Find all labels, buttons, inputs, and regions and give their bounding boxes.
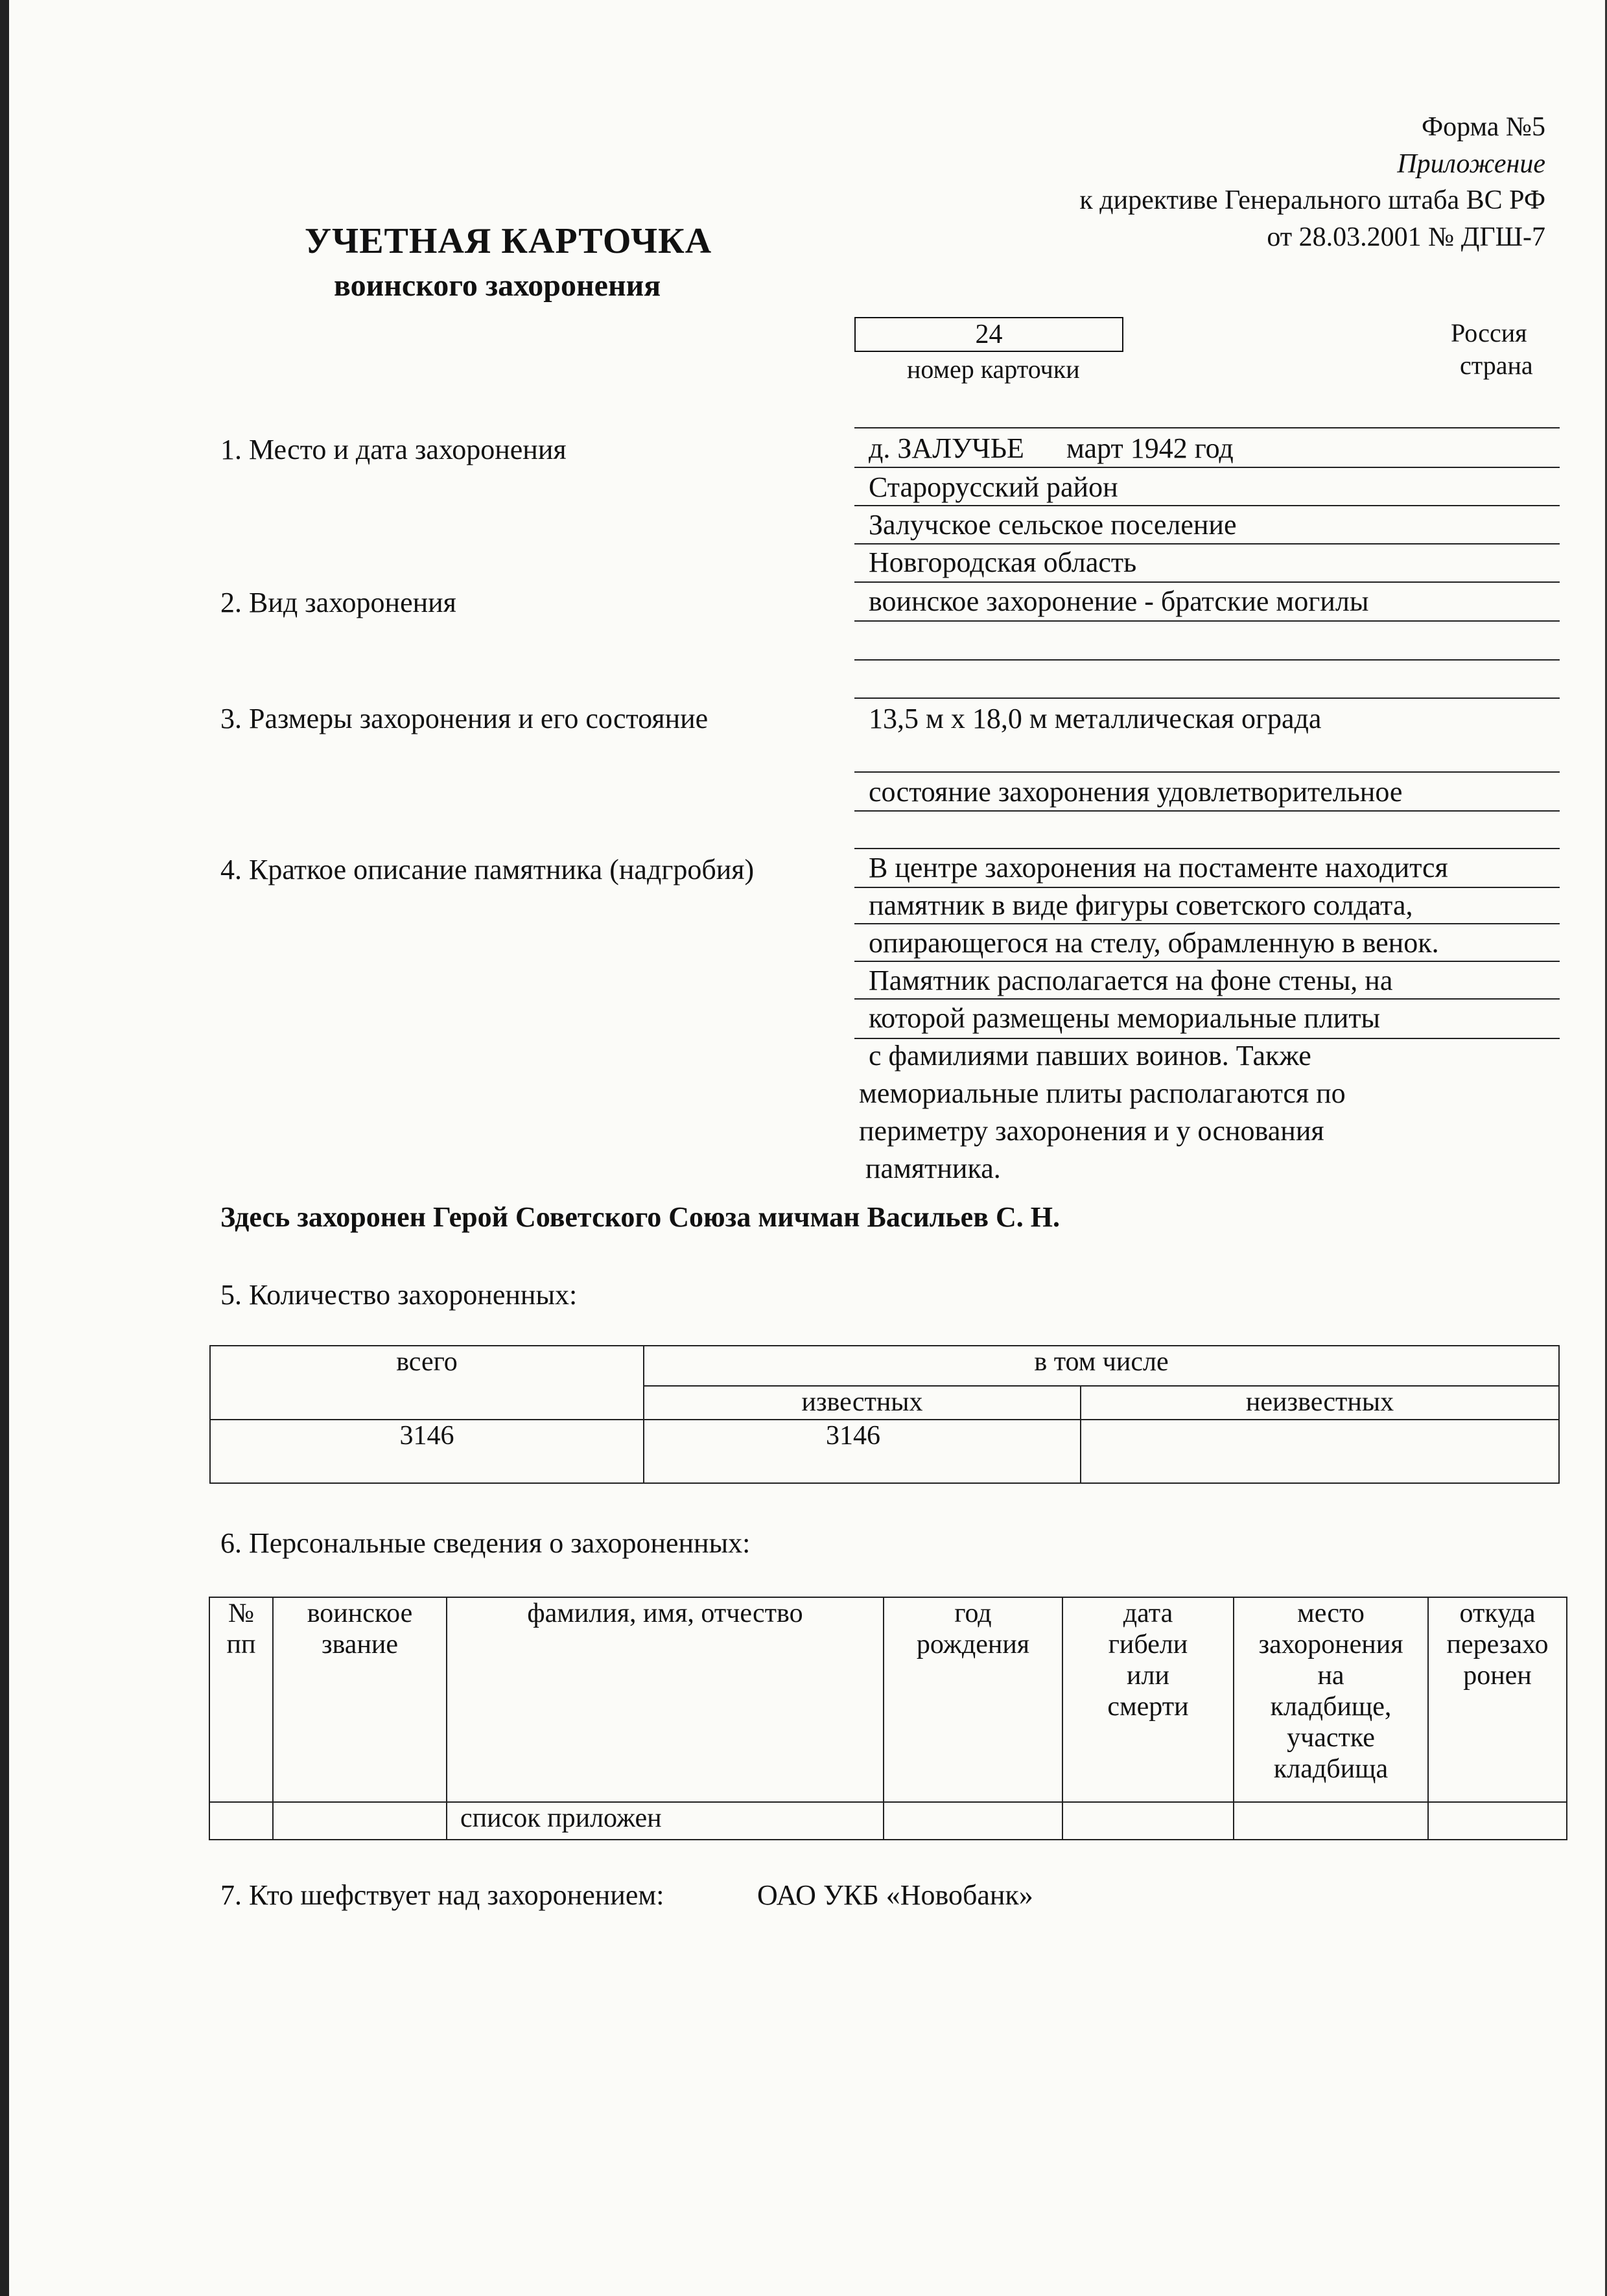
country-label: страна [1460,351,1533,380]
description-line: памятника. [865,1153,1001,1184]
section-2-label: 2. Вид захоронения [220,587,456,618]
directive-date: от 28.03.2001 № ДГШ-7 [1267,222,1545,253]
form-header [1079,109,1545,256]
rule [854,659,1560,661]
total-count: 3146 [210,1420,644,1483]
country-value: Россия [1451,318,1527,347]
section-4-label: 4. Краткое описание памятника (надгробия) [220,854,755,885]
card-number-box: 24 [854,317,1123,352]
card-number-label: номер карточки [907,355,1080,384]
count-table [209,1345,1560,1484]
description-line: с фамилиями павших воинов. Также [869,1040,1311,1072]
description-line: опирающегося на стелу, обрамленную в венок. [869,927,1439,959]
rule [854,998,1560,1000]
table-cell [884,1802,1062,1840]
burial-settlement: Залучское сельское поселение [869,509,1237,541]
col-reburied-from-header: откуда перезахо ронен [1428,1597,1567,1802]
form-number: Форма №5 [1421,112,1545,142]
monument-description [859,849,1559,1188]
col-burial-place-header: место захоронения на кладбище, участке кладбища [1234,1597,1428,1802]
rule [854,923,1560,924]
rule [854,887,1560,888]
rule [854,1038,1560,1039]
burial-date: март 1942 год [1066,432,1234,464]
description-line: памятник в виде фигуры советского солдата, [869,889,1413,921]
burial-type: воинское захоронение - братские могилы [869,585,1369,617]
known-count: 3146 [644,1420,1081,1483]
table-cell [1234,1802,1428,1840]
rule [854,581,1560,583]
table-cell [1428,1802,1567,1840]
section-3-label: 3. Размеры захоронения и его состояние [220,703,709,734]
col-death-date-header: дата гибели или смерти [1062,1597,1234,1802]
rule [854,543,1560,545]
section-6-label: 6. Персональные сведения о захороненных: [220,1527,751,1559]
including-header: в том числе [644,1346,1559,1386]
burial-place: д. ЗАЛУЧЬЕ [869,432,1024,464]
description-line: В центре захоронения на постаменте находится [869,852,1448,884]
page-subtitle: воинского захоронения [334,268,661,303]
burial-state: состояние захоронения удовлетворительное [869,776,1403,808]
col-birth-year-header: год рождения [884,1597,1062,1802]
rule [854,620,1560,622]
section-1-label: 1. Место и дата захоронения [220,434,567,465]
rule [854,810,1560,812]
persons-table [209,1597,1567,1840]
unknown-header: неизвестных [1081,1386,1559,1420]
burial-district: Старорусский район [869,471,1118,503]
table-cell [1062,1802,1234,1840]
scan-edge-left [0,0,9,2296]
col-number-header: № пп [209,1597,273,1802]
col-fullname-header: фамилия, имя, отчество [447,1597,884,1802]
col-rank-header: воинское звание [273,1597,447,1802]
rule [854,961,1560,962]
rule [854,771,1560,773]
directive-label: к директиве Генерального штаба ВС РФ [1079,185,1545,216]
description-line: Памятник располагается на фоне стены, на [869,965,1393,996]
unknown-count [1081,1420,1559,1483]
burial-size: 13,5 м х 18,0 м металлическая ограда [869,703,1322,734]
rule [854,697,1560,699]
rule [854,505,1560,506]
description-line: которой размещены мемориальные плиты [869,1002,1381,1034]
section-5-label: 5. Количество захороненных: [220,1279,578,1311]
description-line: мемориальные плиты располагаются по [859,1077,1346,1109]
rule [854,427,1560,428]
page-title: УЧЕТНАЯ КАРТОЧКА [305,221,712,261]
appendix-label: Приложение [1397,148,1545,179]
description-line: периметру захоронения и у основания [859,1115,1324,1147]
known-header: известных [644,1386,1081,1420]
burial-region: Новгородская область [869,546,1137,578]
section-7-label: 7. Кто шефствует над захоронением: [220,1879,664,1911]
rule [854,467,1560,468]
table-cell [209,1802,273,1840]
patron-name: ОАО УКБ «Новобанк» [757,1879,1033,1911]
table-cell [273,1802,447,1840]
list-attached-note: список приложен [447,1802,884,1840]
total-header: всего [210,1346,644,1420]
hero-note: Здесь захоронен Герой Советского Союза мичман Васильев С. Н. [220,1201,1060,1233]
